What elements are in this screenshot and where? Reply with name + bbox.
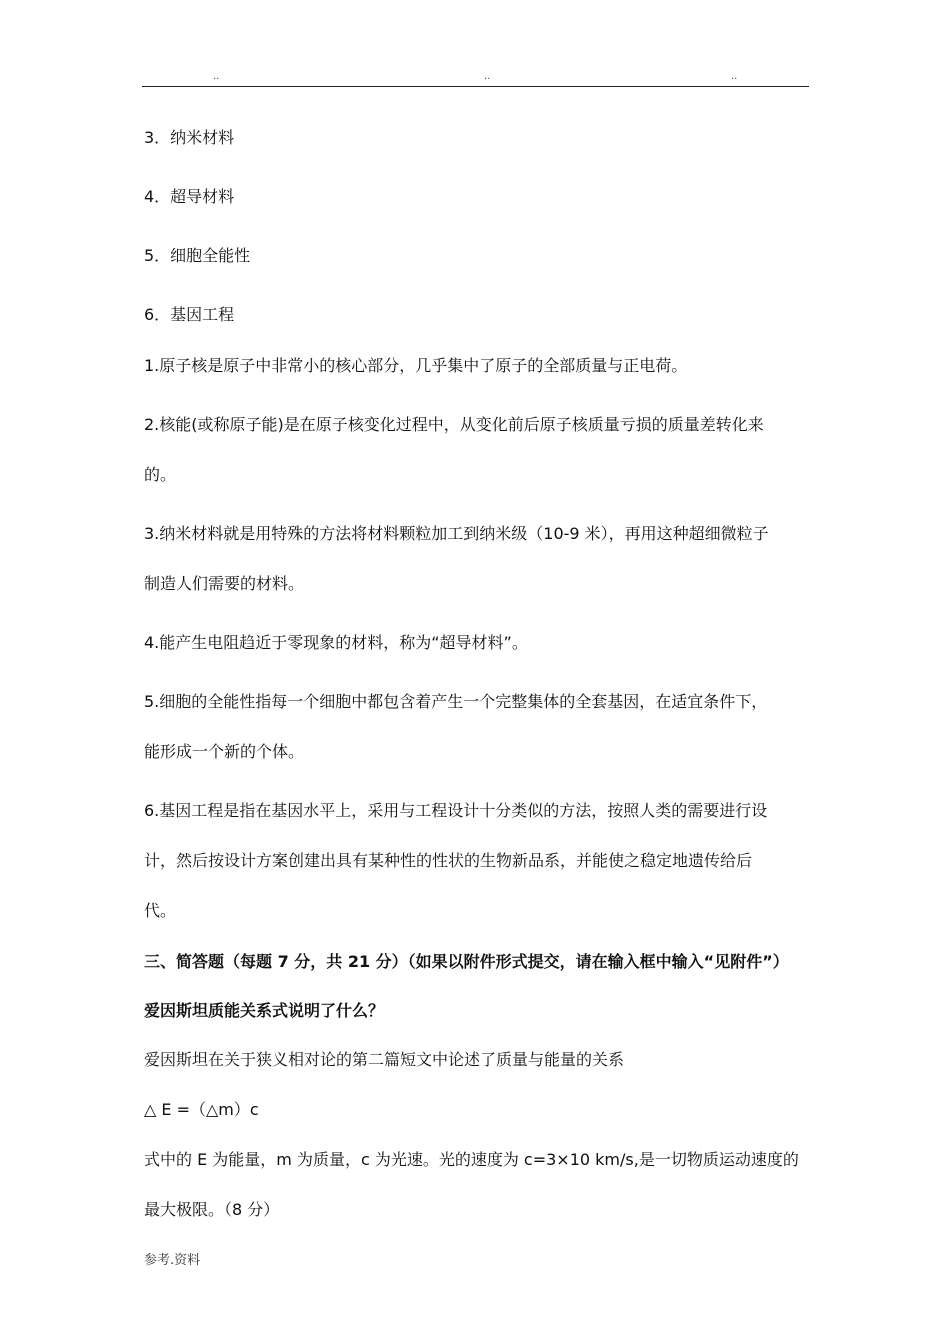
answer-6-line-1: 6.基因工程是指在基因水平上，采用与工程设计十分类似的方法，按照人类的需要进行设 [144,801,768,820]
answer-2-line-2: 的。 [144,465,177,484]
header-rule [142,86,809,87]
term-3: 3．纳米材料 [144,128,235,147]
answer-1: 1.原子核是原子中非常小的核心部分，几乎集中了原子的全部质量与正电荷。 [144,356,688,375]
answer-line-1: 爱因斯坦在关于狭义相对论的第二篇短文中论述了质量与能量的关系 [144,1050,625,1069]
term-4: 4．超导材料 [144,187,235,206]
section-3-heading: 三、简答题（每题 7 分，共 21 分）（如果以附件形式提交，请在输入框中输入“见附件”） [144,952,789,971]
answer-4: 4.能产生电阻趋近于零现象的材料，称为“超导材料”。 [144,633,528,652]
answer-3-line-1: 3.纳米材料就是用特殊的方法将材料颗粒加工到纳米级（10-9 米），再用这种超细微粒子 [144,524,769,543]
answer-2-line-1: 2.核能(或称原子能)是在原子核变化过程中，从变化前后原子核质量亏损的质量差转化来 [144,415,764,434]
page-footer: 参考.资料 [144,1253,201,1268]
question-title: 爱因斯坦质能关系式说明了什么？ [144,1001,385,1020]
header-mark-right: .. [731,71,738,82]
term-6: 6．基因工程 [144,305,235,324]
answer-6-line-3: 代。 [144,901,177,920]
answer-5-line-2: 能形成一个新的个体。 [144,742,305,761]
answer-line-2: 式中的 E 为能量，m 为质量，c 为光速。光的速度为 c=3×10 km/s,是一切物质运动速度的 [144,1150,799,1169]
answer-line-3: 最大极限。（8 分） [144,1200,280,1219]
formula: △ E =（△m）c [144,1100,259,1119]
answer-3-line-2: 制造人们需要的材料。 [144,574,305,593]
answer-6-line-2: 计，然后按设计方案创建出具有某种性的性状的生物新品系，并能使之稳定地遗传给后 [144,851,753,870]
header-mark-center: .. [484,71,491,82]
answer-5-line-1: 5.细胞的全能性指每一个细胞中都包含着产生一个完整集体的全套基因，在适宜条件下， [144,692,768,711]
header-mark-left: .. [213,71,220,82]
term-5: 5．细胞全能性 [144,246,251,265]
